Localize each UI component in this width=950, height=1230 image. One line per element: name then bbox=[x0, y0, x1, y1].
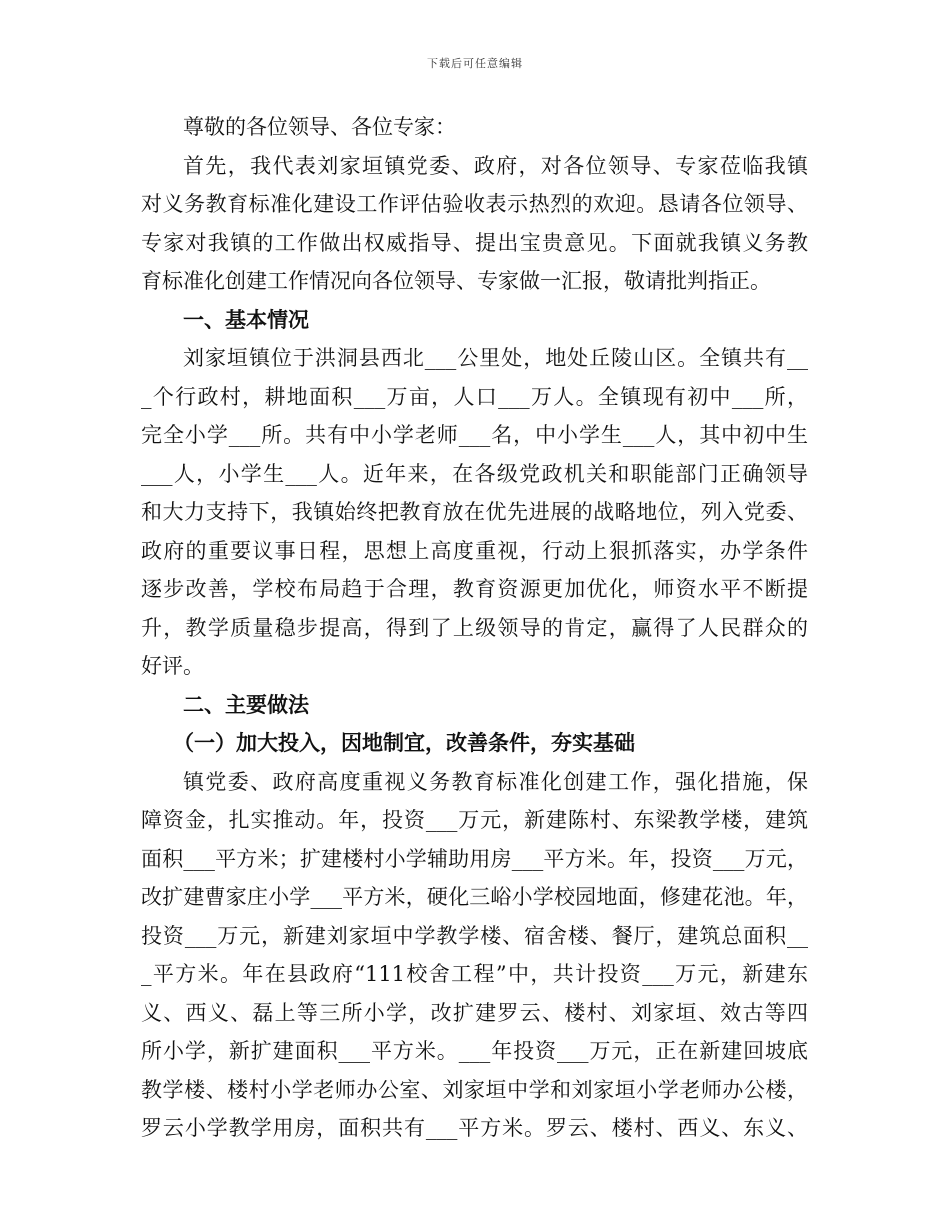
paragraph-line: _个行政村，耕地面积___万亩，人口___万人。全镇现有初中___所， bbox=[141, 384, 808, 409]
paragraph-line: 升，教学质量稳步提高，得到了上级领导的肯定，赢得了人民群众的 bbox=[141, 615, 808, 640]
paragraph-line: 育标准化创建工作情况向各位领导、专家做一汇报，敬请批判指正。 bbox=[141, 269, 771, 293]
paragraph-line: 改扩建曹家庄小学___平方米，硬化三峪小学校园地面，修建花池。年， bbox=[141, 885, 808, 909]
paragraph-line: 教学楼、楼村小学老师办公室、刘家垣中学和刘家垣小学老师办公楼， bbox=[141, 1077, 808, 1102]
paragraph-line: 首先，我代表刘家垣镇党委、政府，对各位领导、专家莅临我镇 bbox=[183, 153, 808, 178]
paragraph-line: 障资金，扎实推动。年，投资___万元，新建陈村、东梁教学楼，建筑 bbox=[141, 808, 808, 832]
paragraph-line: 镇党委、政府高度重视义务教育标准化创建工作，强化措施，保 bbox=[183, 769, 808, 794]
paragraph-line: 所小学，新扩建面积___平方米。___年投资___万元，正在新建回坡底 bbox=[141, 1039, 808, 1063]
section-heading: 二、主要做法 bbox=[183, 691, 309, 717]
document-body bbox=[141, 108, 808, 1148]
paragraph-line: 政府的重要议事日程，思想上高度重视，行动上狠抓落实，办学条件 bbox=[141, 538, 808, 563]
paragraph-line: 尊敬的各位领导、各位专家： bbox=[183, 115, 456, 139]
section-heading: （一）加大投入，因地制宜，改善条件，夯实基础 bbox=[173, 730, 635, 755]
paragraph-line: 逐步改善，学校布局趋于合理，教育资源更加优化，师资水平不断提 bbox=[141, 577, 808, 601]
paragraph-line: 好评。 bbox=[141, 654, 204, 678]
paragraph-line: 罗云小学教学用房，面积共有___平方米。罗云、楼村、西义、东义、 bbox=[141, 1116, 808, 1140]
paragraph-line: ___人，小学生___人。近年来，在各级党政机关和职能部门正确领导 bbox=[141, 461, 808, 486]
paragraph-line: 投资___万元，新建刘家垣中学教学楼、宿舍楼、餐厅，建筑总面积__ bbox=[141, 923, 808, 948]
section-heading: 一、基本情况 bbox=[183, 306, 309, 332]
paragraph-line: 义、西义、磊上等三所小学，改扩建罗云、楼村、刘家垣、效古等四 bbox=[141, 1000, 808, 1025]
paragraph-line: 面积___平方米；扩建楼村小学辅助用房___平方米。年，投资___万元， bbox=[141, 846, 808, 871]
page-header: 下载后可任意编辑 bbox=[427, 57, 523, 70]
paragraph-line: 和大力支持下，我镇始终把教育放在优先进展的战略地位，列入党委、 bbox=[141, 500, 808, 524]
paragraph-line: 刘家垣镇位于洪洞县西北___公里处，地处丘陵山区。全镇共有__ bbox=[183, 346, 808, 370]
paragraph-line: 对义务教育标准化建设工作评估验收表示热烈的欢迎。恳请各位领导、 bbox=[141, 192, 808, 216]
paragraph-line: 完全小学___所。共有中小学老师___名，中小学生___人，其中初中生 bbox=[141, 423, 808, 447]
paragraph-line: _平方米。年在县政府“111校舍工程”中，共计投资___万元，新建东 bbox=[141, 962, 808, 986]
paragraph-line: 专家对我镇的工作做出权威指导、提出宝贵意见。下面就我镇义务教 bbox=[141, 230, 808, 255]
